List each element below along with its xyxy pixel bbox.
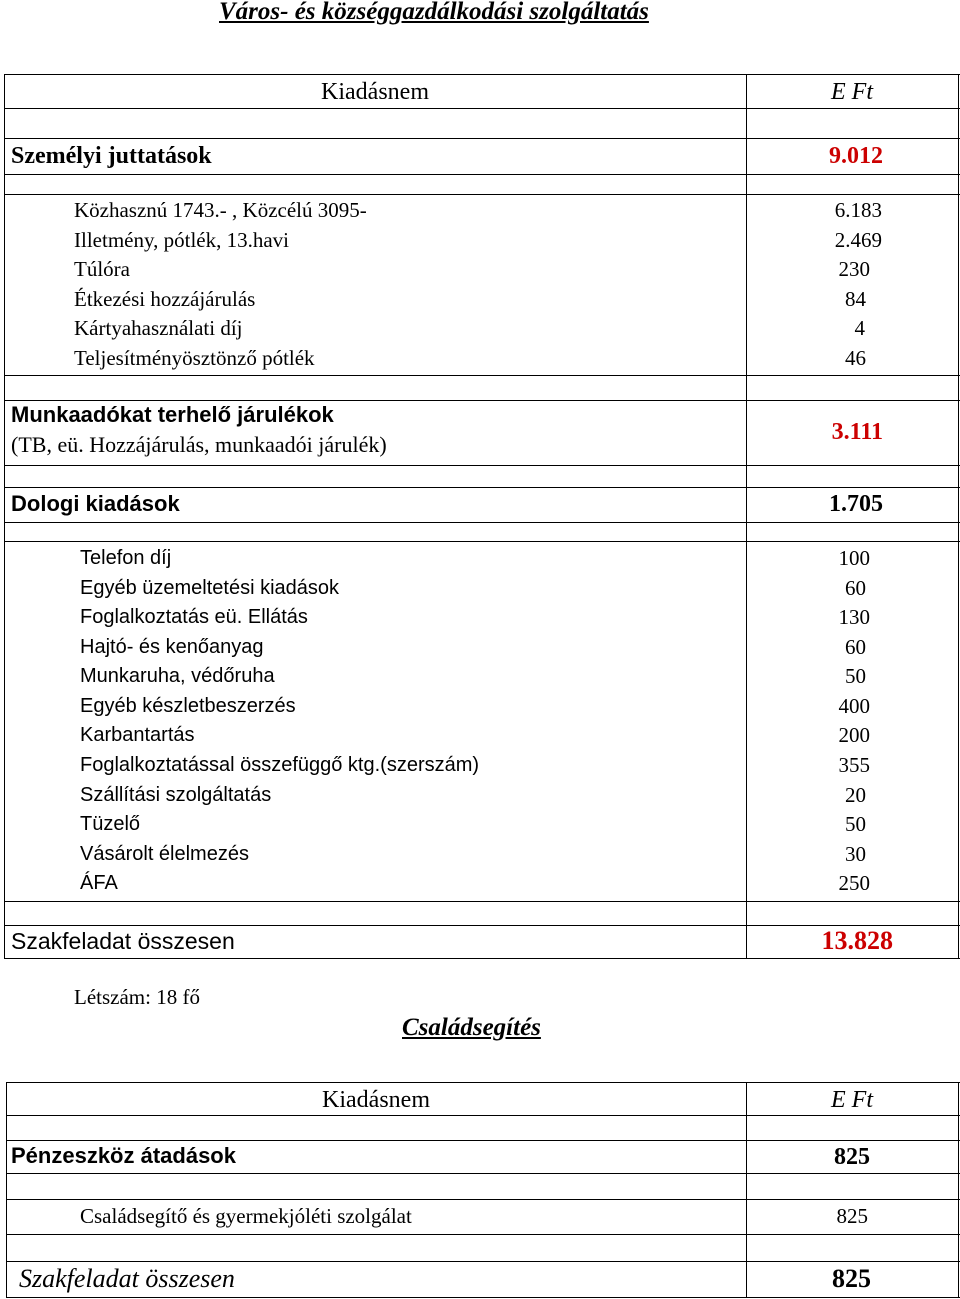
list-item-value: 100 <box>838 546 870 570</box>
list-item: Közhasznú 1743.- , Közcélú 3095- <box>74 198 367 222</box>
list-item-value: 250 <box>838 871 870 895</box>
list-item-value: 20 <box>845 783 866 807</box>
column-header-expense-type: Kiadásnem <box>321 79 429 105</box>
list-item: Foglalkoztatás eü. Ellátás <box>80 606 308 628</box>
list-item: Foglalkoztatással összefüggő ktg.(szerszám) <box>80 754 480 776</box>
list-item-value: 50 <box>845 812 866 836</box>
list-item: Teljesítményösztönző pótlék <box>74 346 315 370</box>
list-item-value: 200 <box>838 723 870 747</box>
section-total-value: 825 <box>832 1264 871 1293</box>
column-header-amount: E Ft <box>831 1087 873 1113</box>
employer-contributions-total: 3.111 <box>831 419 883 445</box>
section-title: Város- és községgazdálkodási szolgáltatás <box>219 0 649 25</box>
column-header-amount: E Ft <box>831 79 873 105</box>
section2-title: Családsegítés <box>402 1014 541 1041</box>
list-item: Illetmény, pótlék, 13.havi <box>74 228 290 252</box>
list-item: ÁFA <box>80 872 118 894</box>
list-item-value: 4 <box>854 316 865 340</box>
list-item: Karbantartás <box>80 724 195 746</box>
transfers-total: 825 <box>834 1144 870 1170</box>
list-item: Egyéb készletbeszerzés <box>80 695 296 717</box>
section-total-label: Szakfeladat összesen <box>19 1264 235 1293</box>
list-item: Szállítási szolgáltatás <box>80 784 272 806</box>
list-item-value: 84 <box>845 287 866 311</box>
list-item-value: 2.469 <box>834 228 882 252</box>
list-item: Túlóra <box>74 257 130 281</box>
list-item: Vásárolt élelmezés <box>80 843 249 865</box>
list-item: Tüzelő <box>80 813 141 835</box>
list-item: Egyéb üzemeltetési kiadások <box>80 577 340 599</box>
section-total-label: Szakfeladat összesen <box>11 928 235 954</box>
personal-benefits-total: 9.012 <box>829 143 883 169</box>
list-item: Étkezési hozzájárulás <box>74 287 256 311</box>
list-item-value: 355 <box>838 753 870 777</box>
list-item-value: 400 <box>838 694 870 718</box>
employer-contributions-label: Munkaadókat terhelő járulékok <box>11 402 334 427</box>
list-item: Munkaruha, védőruha <box>80 665 275 687</box>
transfers-label: Pénzeszköz átadások <box>11 1143 236 1168</box>
section-total-value: 13.828 <box>821 926 893 955</box>
employer-contributions-note: (TB, eü. Hozzájárulás, munkaadói járulék) <box>11 432 387 457</box>
list-item-value: 50 <box>845 664 866 688</box>
list-item-value: 6.183 <box>834 198 882 222</box>
list-item: Kártyahasználati díj <box>74 316 243 340</box>
list-item-value: 60 <box>845 635 866 659</box>
material-expenses-label: Dologi kiadások <box>11 491 180 516</box>
list-item-value: 825 <box>836 1204 868 1228</box>
headcount-text: Létszám: 18 fő <box>74 985 200 1009</box>
list-item-value: 130 <box>838 605 870 629</box>
material-expenses-total: 1.705 <box>829 491 883 517</box>
list-item: Családsegítő és gyermekjóléti szolgálat <box>80 1204 412 1228</box>
personal-benefits-label: Személyi juttatások <box>11 143 212 169</box>
list-item-value: 46 <box>845 346 866 370</box>
list-item-value: 30 <box>845 842 866 866</box>
list-item-value: 230 <box>838 257 870 281</box>
list-item: Telefon díj <box>80 547 172 569</box>
column-header-expense-type: Kiadásnem <box>322 1087 430 1113</box>
list-item-value: 60 <box>845 576 866 600</box>
list-item: Hajtó- és kenőanyag <box>80 636 264 658</box>
